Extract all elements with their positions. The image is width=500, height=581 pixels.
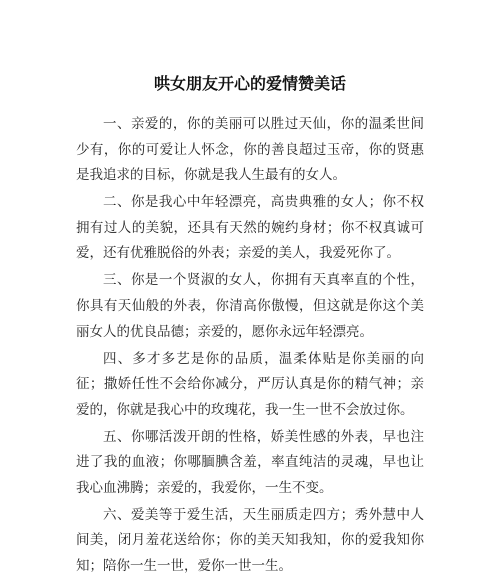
paragraph: 四、多才多艺是你的品质，温柔体贴是你美丽的向征；撒娇任性不会给你减分，严厉认真是你的精气神；亲爱的，你就是我心中的玫瑰花，我一生一世不会放过你。 [76,350,424,418]
document-body [76,112,424,581]
paragraph: 六、爱美等于爱生活，天生丽质走四方；秀外慧中人间美，闭月羞花送给你；你的美天知我知，你的爱我知你知；陪你一生一世，爱你一世一生。 [76,506,424,575]
paragraph: 五、你哪活泼开朗的性格，娇美性感的外表，早也注进了我的血液；你哪腼腆含羞，率直纯洁的灵魂，早也让我心血沸腾；亲爱的，我爱你，一生不变。 [76,428,424,496]
document-title: 哄女朋友开心的爱情赞美话 [153,74,346,93]
paragraph: 一、亲爱的，你的美丽可以胜过天仙，你的温柔世间少有，你的可爱让人怀念，你的善良超过玉帝，你的贤惠是我追求的目标，你就是我人生最有的女人。 [76,116,424,184]
paragraph: 三、你是一个贤淑的女人，你拥有天真率直的个性，你具有天仙般的外表，你清高你傲慢，但这就是你这个美丽女人的优良品德；亲爱的，愿你永远年轻漂亮。 [76,272,424,340]
paragraph: 二、你是我心中年轻漂亮，高贵典雅的女人；你不权拥有过人的美貌，还具有天然的婉约身材；你不权真诚可爱，还有优雅脱俗的外表；亲爱的美人，我爱死你了。 [76,194,424,262]
